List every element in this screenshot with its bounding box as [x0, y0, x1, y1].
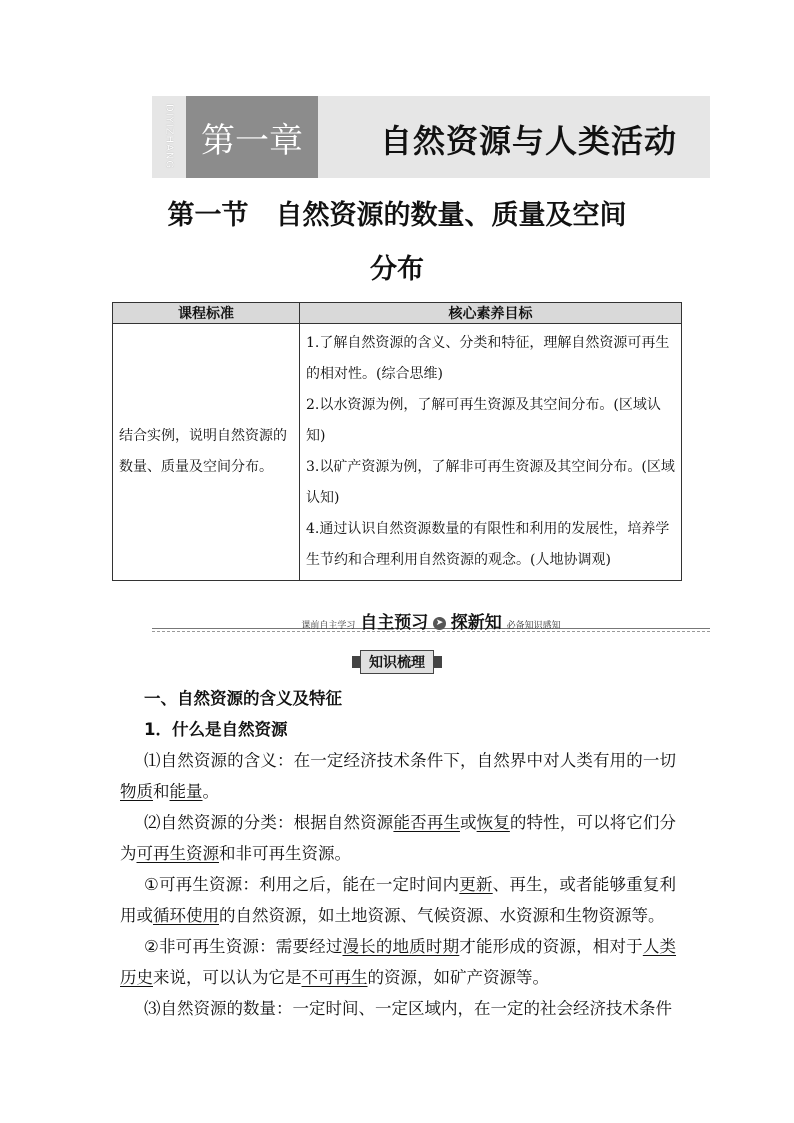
section-title-line1: 第一节 自然资源的数量、质量及空间	[167, 200, 627, 231]
knowledge-section-label-wrap	[0, 650, 794, 674]
core-goals-cell	[300, 324, 682, 581]
chapter-pinyin-tag: DIYIZHANG	[163, 104, 175, 170]
strip-main-label-2: 探新知	[450, 613, 502, 633]
goal-item: 4.通过认识自然资源数量的有限性和利用的发展性，培养学生节约和合理利用自然资源的观念。(人地协调观)	[306, 521, 670, 568]
paragraph: ①可再生资源：利用之后，能在一定时间内更新、再生，或者能够重复利用或循环使用的自然资源，如土地资源、气候资源、水资源和生物资源等。	[120, 875, 677, 925]
header-core-goals: 核心素养目标	[300, 303, 682, 324]
section-title-line2: 分布	[370, 254, 424, 285]
strip-left-label: 课前自主学习	[301, 621, 356, 631]
goal-item: 1.了解自然资源的含义、分类和特征，理解自然资源可再生的相对性。(综合思维)	[306, 335, 670, 382]
paragraph: ⑵自然资源的分类：根据自然资源能否再生或恢复的特性，可以将它们分为可再生资源和非可再生资源。	[120, 813, 677, 863]
preview-strip	[152, 606, 710, 636]
chapter-title: 自然资源与人类活动	[380, 122, 678, 160]
goal-item: 2.以水资源为例，了解可再生资源及其空间分布。(区域认知)	[306, 397, 661, 444]
paragraph: ⑴自然资源的含义：在一定经济技术条件下，自然界中对人类有用的一切物质和能量。	[120, 751, 676, 801]
goal-item: 3.以矿产资源为例，了解非可再生资源及其空间分布。(区域认知)	[306, 459, 675, 506]
standards-table	[112, 302, 682, 581]
strip-right-label: 必备知识感知	[506, 621, 561, 631]
course-standard-cell: 结合实例，说明自然资源的数量、质量及空间分布。	[113, 324, 300, 581]
header-course-standard: 课程标准	[113, 303, 300, 324]
arrow-right-icon: ➤	[433, 617, 446, 630]
heading-1: 一、自然资源的含义及特征	[144, 689, 342, 708]
paragraph: ②非可再生资源：需要经过漫长的地质时期才能形成的资源，相对于人类历史来说，可以认为它是不可再生的资源，如矿产资源等。	[120, 937, 677, 987]
paragraph: ⑶自然资源的数量：一定时间、一定区域内，在一定的社会经济技术条件	[144, 999, 672, 1018]
heading-2: 1．什么是自然资源	[144, 720, 288, 739]
knowledge-section-label: 知识梳理	[360, 650, 434, 674]
strip-main-label: 自主预习	[360, 613, 429, 633]
content-body	[120, 683, 676, 1024]
chapter-label: 第一章	[186, 96, 318, 178]
